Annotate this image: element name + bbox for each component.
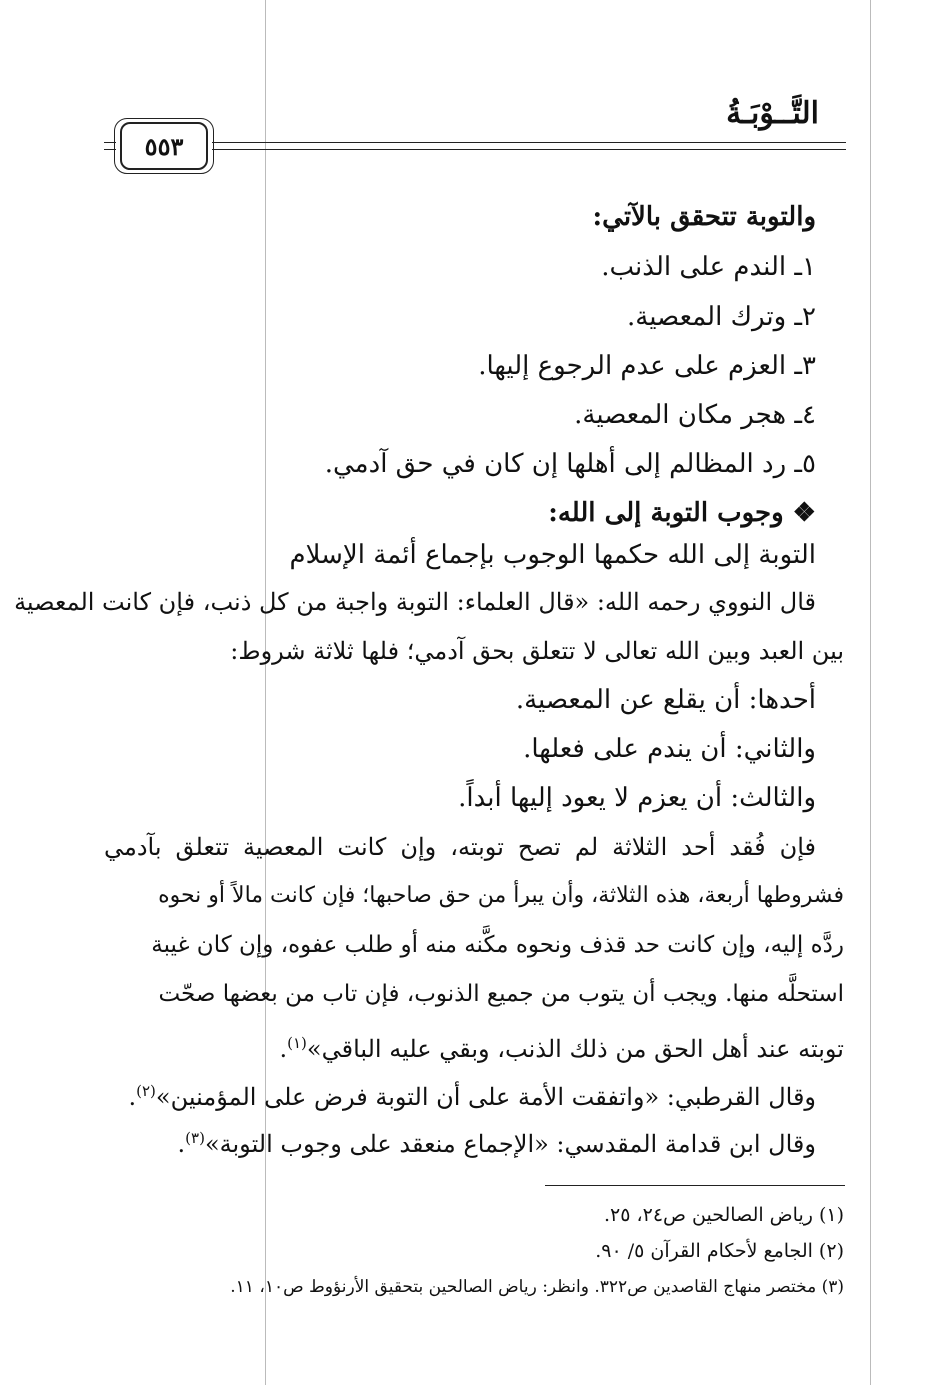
paragraph-line-5: توبته عند أهل الحق من ذلك الذنب، وبقي عليه الباقي»$^{(١)}$. — [279, 1034, 844, 1063]
paragraph-line-2: فشروطها أربعة، هذه الثلاثة، وأن يبرأ من حق صاحبها؛ فإن كانت مالاً أو نحوه — [158, 883, 844, 908]
footnote-ref-3[interactable]: (٣) — [185, 1129, 205, 1147]
step-4: ٤ـ هجر مكان المعصية. — [574, 400, 816, 430]
header-rule-bottom — [212, 149, 846, 150]
paragraph-line-5-text: توبته عند أهل الحق من ذلك الذنب، وبقي عليه الباقي» — [306, 1035, 844, 1063]
section-heading: ❖ وجوب التوبة إلى الله: — [548, 498, 816, 528]
condition-2: والثاني: أن يندم على فعلها. — [523, 734, 816, 764]
qurtubi-quote: وقال القرطبي: «واتفقت الأمة على أن التوبة فرض على المؤمنين»$^{(٢)}$. — [128, 1082, 816, 1111]
page-fold-line-right — [870, 0, 871, 1385]
ibn-qudama-quote: وقال ابن قدامة المقدسي: «الإجماع منعقد على وجوب التوبة»$^{(٣)}$. — [177, 1129, 816, 1158]
step-3: ٣ـ العزم على عدم الرجوع إليها. — [478, 351, 816, 381]
qurtubi-quote-text: وقال القرطبي: «واتفقت الأمة على أن التوبة فرض على المؤمنين» — [155, 1083, 816, 1111]
footnote-2: (٢) الجامع لأحكام القرآن ٥/ ٩٠. — [595, 1240, 844, 1262]
footnote-ref-2[interactable]: (٢) — [136, 1082, 156, 1100]
footnote-separator — [545, 1185, 845, 1186]
paragraph-line-1: فإن فُقد أحد الثلاثة لم تصح توبته، وإن كانت المعصية تتعلق بآدمي — [104, 833, 816, 861]
step-2: ٢ـ وترك المعصية. — [627, 302, 816, 332]
condition-3: والثالث: أن يعزم لا يعود إليها أبداً. — [458, 783, 816, 813]
step-5: ٥ـ رد المظالم إلى أهلها إن كان في حق آدمي. — [324, 449, 816, 479]
nawawi-quote-line-2: بين العبد وبين الله تعالى لا تتعلق بحق آدمي؛ فلها ثلاثة شروط: — [230, 637, 844, 665]
ibn-qudama-quote-text: وقال ابن قدامة المقدسي: «الإجماع منعقد على وجوب التوبة» — [204, 1130, 816, 1158]
intro-line: والتوبة تتحقق بالآتي: — [592, 202, 816, 232]
condition-1: أحدها: أن يقلع عن المعصية. — [515, 685, 816, 715]
footnote-3: (٣) مختصر منهاج القاصدين ص٣٢٢. وانظر: رياض الصالحين بتحقيق الأرنؤوط ص١٠، ١١. — [230, 1277, 844, 1297]
running-header-title: التَّــوْبَـةُ — [726, 96, 819, 131]
nawawi-quote-line-1: قال النووي رحمه الله: «قال العلماء: التوبة واجبة من كل ذنب، فإن كانت المعصية — [14, 588, 816, 616]
section-line: التوبة إلى الله حكمها الوجوب بإجماع أئمة الإسلام — [289, 540, 816, 570]
paragraph-line-3: ردَّه إليه، وإن كانت حد قذف ونحوه مكَّنه منه أو طلب عفوه، وإن كان غيبة — [151, 932, 844, 958]
header-rule-top — [212, 142, 846, 143]
page-number: ٥٥٣ — [120, 122, 208, 170]
footnote-1: (١) رياض الصالحين ص٢٤، ٢٥. — [603, 1204, 844, 1226]
page-fold-line-left — [265, 0, 266, 1385]
step-1: ١ـ الندم على الذنب. — [601, 252, 816, 282]
paragraph-line-4: استحلَّه منها. ويجب أن يتوب من جميع الذنوب، فإن تاب من بعضها صحّت — [158, 981, 844, 1007]
footnote-ref-1[interactable]: (١) — [287, 1034, 307, 1052]
